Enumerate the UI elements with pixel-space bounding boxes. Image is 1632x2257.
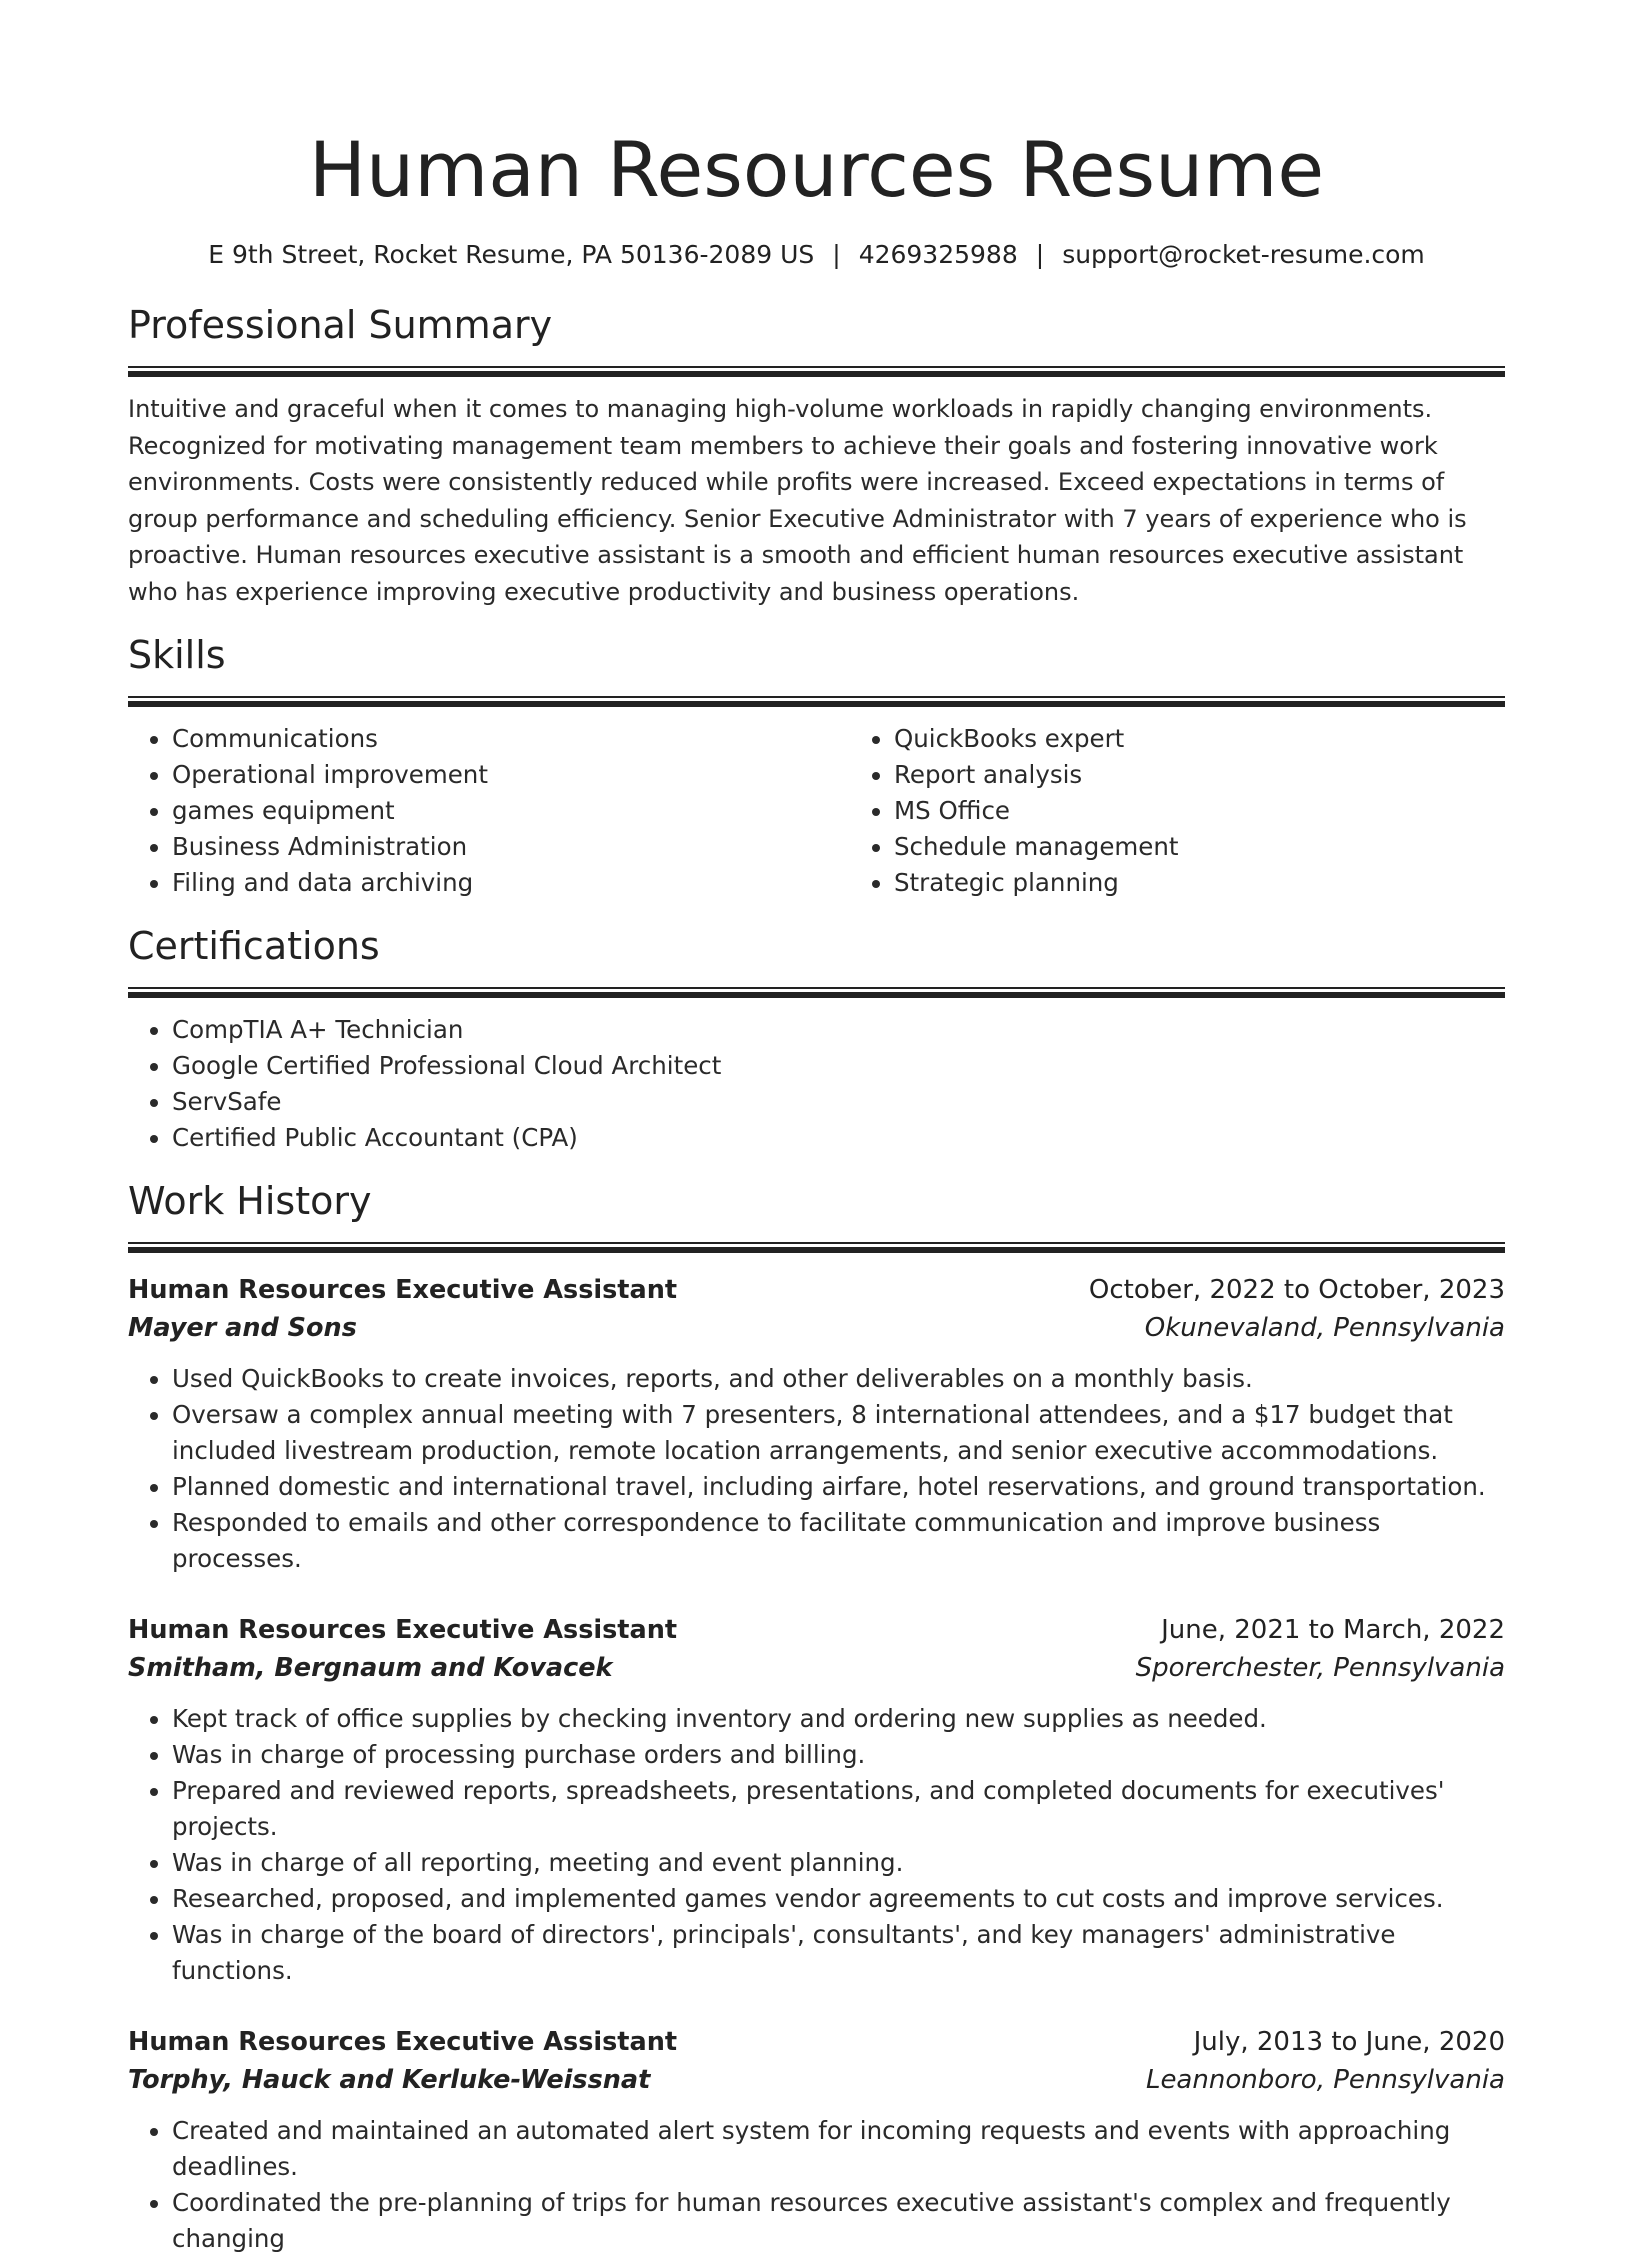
skill-item: • Strategic planning (894, 865, 1505, 901)
job-duty: • Was in charge of all reporting, meeting and event planning. (172, 1845, 1505, 1881)
job-location: Sporerchester, Pennsylvania (1135, 1653, 1505, 1683)
contact-separator: | (832, 240, 841, 269)
certifications-section (128, 923, 1505, 1156)
section-divider (128, 987, 1505, 998)
job-title-row (128, 1611, 1505, 1649)
job-company-row (128, 1649, 1505, 1687)
phone-text: 4269325988 (858, 240, 1018, 269)
resume-title: Human Resources Resume (308, 125, 1325, 214)
job-title: Human Resources Executive Assistant (128, 1615, 678, 1645)
skills-section (128, 632, 1505, 901)
section-divider (128, 696, 1505, 707)
skill-item: • Business Administration (172, 829, 850, 865)
job-dates: June, 2021 to March, 2022 (1161, 1615, 1505, 1645)
job-entry (128, 1271, 1505, 1577)
job-duty: • Prepared and reviewed reports, spreadsheets, presentations, and completed documents for executives' projects. (172, 1773, 1505, 1845)
work-history-section (128, 1178, 1505, 2257)
certification-item: • Google Certified Professional Cloud Architect (172, 1048, 1505, 1084)
job-location: Okunevaland, Pennsylvania (1144, 1313, 1505, 1343)
job-company-row (128, 2061, 1505, 2099)
job-duty: • Was in charge of processing purchase orders and billing. (172, 1737, 1505, 1773)
job-duty: • Planned domestic and international travel, including airfare, hotel reservations, and ground transportation. (172, 1469, 1505, 1505)
job-location: Leannonboro, Pennsylvania (1145, 2065, 1505, 2095)
skills-list-left (128, 721, 850, 901)
job-dates: October, 2022 to October, 2023 (1088, 1275, 1505, 1305)
job-title-row (128, 1271, 1505, 1309)
certification-item: • Certified Public Accountant (CPA) (172, 1120, 1505, 1156)
job-duty: • Created and maintained an automated alert system for incoming requests and events with approaching deadlines. (172, 2113, 1505, 2185)
job-title: Human Resources Executive Assistant (128, 1275, 678, 1305)
skill-item: • Schedule management (894, 829, 1505, 865)
job-duty: • Researched, proposed, and implemented games vendor agreements to cut costs and improve services. (172, 1881, 1505, 1917)
certification-item: • CompTIA A+ Technician (172, 1012, 1505, 1048)
job-entry (128, 1611, 1505, 1989)
skill-item: • Report analysis (894, 757, 1505, 793)
job-duty: • Coordinated the pre-planning of trips for human resources executive assistant's complex and frequently changing (172, 2185, 1505, 2257)
skill-item: • Filing and data archiving (172, 865, 850, 901)
section-heading-skills: Skills (128, 633, 226, 677)
section-divider (128, 366, 1505, 377)
job-duty: • Oversaw a complex annual meeting with 7 presenters, 8 international attendees, and a $17 budget that included livestream production, remote location arrangements, and senior executive accommodations. (172, 1397, 1505, 1469)
job-company: Mayer and Sons (128, 1313, 357, 1343)
job-duty: • Used QuickBooks to create invoices, reports, and other deliverables on a monthly basis. (172, 1361, 1505, 1397)
certifications-list (128, 1012, 1505, 1156)
job-title-row (128, 2023, 1505, 2061)
job-duty: • Was in charge of the board of directors', principals', consultants', and key managers' administrative functions. (172, 1917, 1505, 1989)
skills-list-right (850, 721, 1505, 901)
skill-item: • Communications (172, 721, 850, 757)
email-text: support@rocket-resume.com (1062, 240, 1425, 269)
skills-grid (128, 721, 1505, 901)
section-heading-certifications: Certifications (128, 924, 380, 968)
skill-item: • MS Office (894, 793, 1505, 829)
skill-item: • QuickBooks expert (894, 721, 1505, 757)
skill-item: • games equipment (172, 793, 850, 829)
job-company: Smitham, Bergnaum and Kovacek (128, 1653, 613, 1683)
section-heading-summary: Professional Summary (128, 303, 553, 347)
section-divider (128, 1242, 1505, 1253)
job-duties-list (128, 1361, 1505, 1577)
skill-item: • Operational improvement (172, 757, 850, 793)
job-duty: • Kept track of office supplies by checking inventory and ordering new supplies as needed. (172, 1701, 1505, 1737)
section-heading-work-history: Work History (128, 1179, 372, 1223)
job-duties-list (128, 1701, 1505, 1989)
job-duty: • Responded to emails and other correspondence to facilitate communication and improve business processes. (172, 1505, 1505, 1577)
job-company: Torphy, Hauck and Kerluke-Weissnat (128, 2065, 651, 2095)
certification-item: • ServSafe (172, 1084, 1505, 1120)
job-company-row (128, 1309, 1505, 1347)
professional-summary-section (128, 302, 1505, 610)
contact-line (128, 238, 1505, 272)
address-text: E 9th Street, Rocket Resume, PA 50136-2089 US (208, 240, 815, 269)
contact-separator: | (1035, 240, 1045, 269)
summary-paragraph: Intuitive and graceful when it comes to managing high-volume workloads in rapidly changing environments. Recognized for motivating management team members to achieve their goals and fostering innovative work environments. Costs were consistently reduced while profits were increased. Exceed expectations in terms of group performance and scheduling efficiency. Senior Executive Administrator with 7 years of experience who is proactive. Human resources executive assistant is a smooth and efficient human resources executive assistant who has experience improving executive productivity and business operations. (128, 395, 1467, 606)
job-title: Human Resources Executive Assistant (128, 2027, 678, 2057)
job-dates: July, 2013 to June, 2020 (1193, 2027, 1505, 2057)
job-entry (128, 2023, 1505, 2257)
job-duties-list (128, 2113, 1505, 2257)
